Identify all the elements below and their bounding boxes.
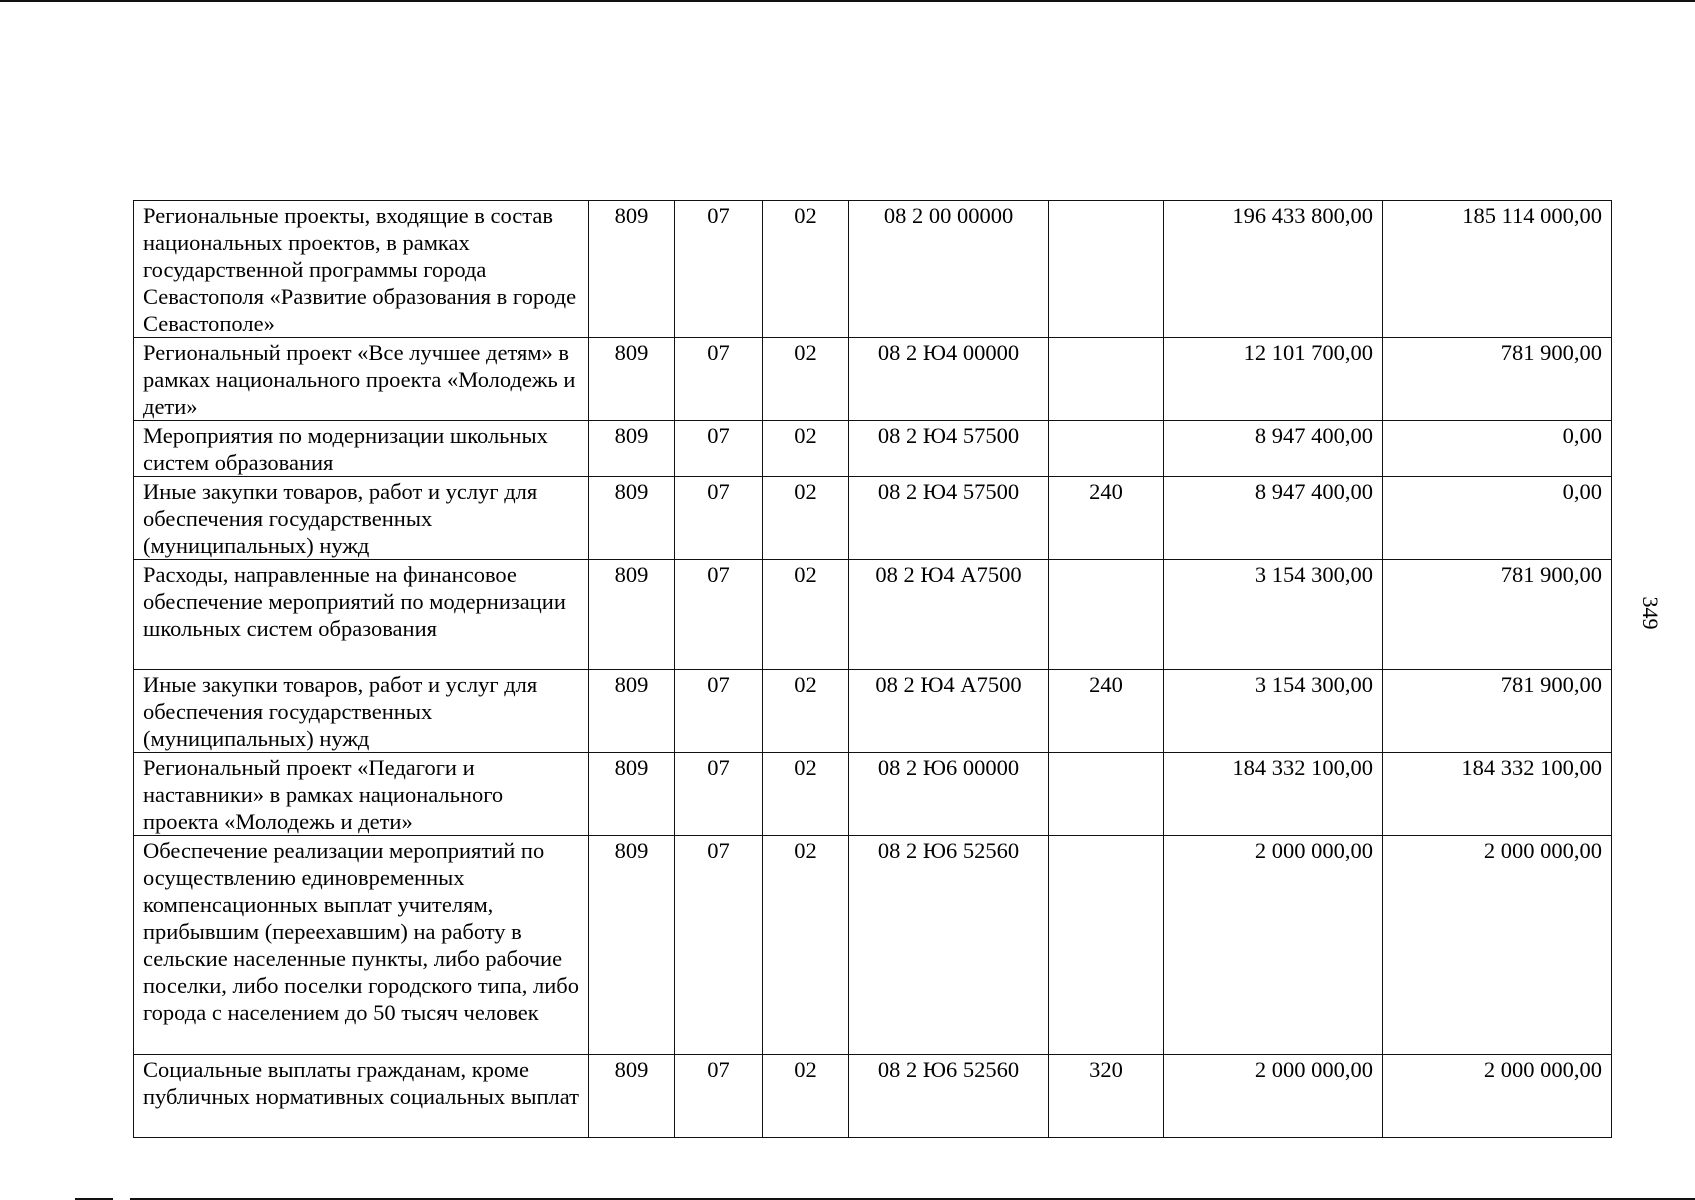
row-sum2: 2 000 000,00 [1383,836,1612,1055]
row-vr: 320 [1049,1055,1164,1138]
row-csr: 08 2 Ю6 52560 [849,1055,1049,1138]
row-sum2: 0,00 [1383,421,1612,477]
row-name: Обеспечение реализации мероприятий по осуществлению единовременных компенсационных выплат учителям, прибывшим (переехавшим) на работу в сельские населенные пункты, либо рабочие поселки, либо поселки городского типа, либо города с населением до 50 тысяч человек [134,836,589,1055]
table-row [134,338,1612,421]
row-name: Расходы, направленные на финансовое обеспечение мероприятий по модернизации школьных систем образования [134,560,589,670]
row-grbs: 809 [589,477,675,560]
row-vr [1049,421,1164,477]
row-vr [1049,836,1164,1055]
row-name: Мероприятия по модернизации школьных систем образования [134,421,589,477]
row-razdel: 07 [675,753,763,836]
row-csr: 08 2 Ю4 57500 [849,477,1049,560]
row-csr: 08 2 Ю4 57500 [849,421,1049,477]
row-razdel: 07 [675,477,763,560]
row-sum2: 2 000 000,00 [1383,1055,1612,1138]
row-csr: 08 2 Ю4 А7500 [849,670,1049,753]
row-csr: 08 2 00 00000 [849,201,1049,338]
row-vr [1049,753,1164,836]
row-sum1: 8 947 400,00 [1164,421,1383,477]
table-row [134,421,1612,477]
row-sum1: 3 154 300,00 [1164,670,1383,753]
table-row [134,836,1612,1055]
row-podrazdel: 02 [763,477,849,560]
row-grbs: 809 [589,753,675,836]
row-sum1: 196 433 800,00 [1164,201,1383,338]
row-podrazdel: 02 [763,1055,849,1138]
row-podrazdel: 02 [763,201,849,338]
row-sum2: 184 332 100,00 [1383,753,1612,836]
row-sum1: 12 101 700,00 [1164,338,1383,421]
row-csr: 08 2 Ю6 52560 [849,836,1049,1055]
row-podrazdel: 02 [763,560,849,670]
row-sum1: 2 000 000,00 [1164,1055,1383,1138]
row-podrazdel: 02 [763,338,849,421]
row-grbs: 809 [589,670,675,753]
row-razdel: 07 [675,560,763,670]
row-csr: 08 2 Ю6 00000 [849,753,1049,836]
row-name: Региональный проект «Все лучшее детям» в рамках национального проекта «Молодежь и дети» [134,338,589,421]
row-name: Иные закупки товаров, работ и услуг для обеспечения государственных (муниципальных) нужд [134,477,589,560]
page-number: 349 [1638,596,1663,630]
row-sum2: 185 114 000,00 [1383,201,1612,338]
row-vr [1049,338,1164,421]
table-row [134,1055,1612,1138]
row-sum2: 781 900,00 [1383,560,1612,670]
row-grbs: 809 [589,421,675,477]
row-grbs: 809 [589,560,675,670]
row-grbs: 809 [589,201,675,338]
table-row [134,477,1612,560]
row-sum1: 8 947 400,00 [1164,477,1383,560]
row-sum2: 781 900,00 [1383,338,1612,421]
row-name: Региональные проекты, входящие в состав национальных проектов, в рамках государственной программы города Севастополя «Развитие образования в городе Севастополе» [134,201,589,338]
row-razdel: 07 [675,1055,763,1138]
row-razdel: 07 [675,421,763,477]
table-row [134,201,1612,338]
row-sum2: 0,00 [1383,477,1612,560]
row-vr: 240 [1049,477,1164,560]
row-vr: 240 [1049,670,1164,753]
row-podrazdel: 02 [763,753,849,836]
table-row [134,560,1612,670]
row-razdel: 07 [675,670,763,753]
row-razdel: 07 [675,201,763,338]
row-podrazdel: 02 [763,421,849,477]
row-podrazdel: 02 [763,836,849,1055]
table-row [134,670,1612,753]
budget-table [133,200,1612,1138]
row-csr: 08 2 Ю4 А7500 [849,560,1049,670]
row-sum1: 3 154 300,00 [1164,560,1383,670]
row-name: Иные закупки товаров, работ и услуг для обеспечения государственных (муниципальных) нужд [134,670,589,753]
table-row [134,753,1612,836]
row-csr: 08 2 Ю4 00000 [849,338,1049,421]
row-razdel: 07 [675,338,763,421]
row-razdel: 07 [675,836,763,1055]
row-sum1: 184 332 100,00 [1164,753,1383,836]
top-page-border [0,0,1695,2]
row-vr [1049,560,1164,670]
row-name: Региональный проект «Педагоги и наставники» в рамках национального проекта «Молодежь и дети» [134,753,589,836]
row-grbs: 809 [589,338,675,421]
row-grbs: 809 [589,1055,675,1138]
row-name: Социальные выплаты гражданам, кроме публичных нормативных социальных выплат [134,1055,589,1138]
row-vr [1049,201,1164,338]
row-grbs: 809 [589,836,675,1055]
row-sum1: 2 000 000,00 [1164,836,1383,1055]
row-podrazdel: 02 [763,670,849,753]
row-sum2: 781 900,00 [1383,670,1612,753]
